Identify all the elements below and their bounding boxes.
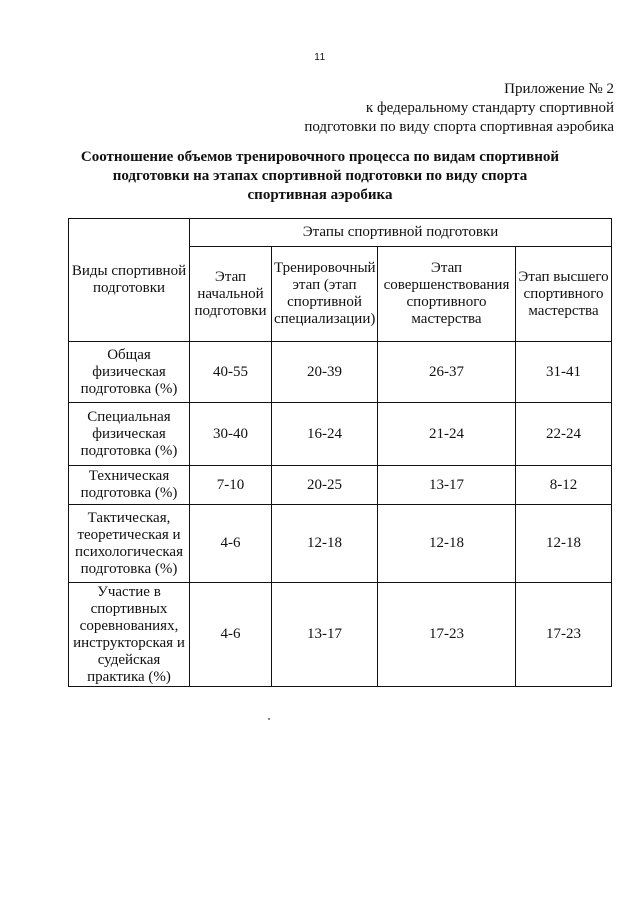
row-kind: Тактическая, теоретическая и психологическая подготовка (%) xyxy=(69,505,190,583)
cell-value: 22-24 xyxy=(516,403,612,466)
table-header-row xyxy=(69,219,612,247)
table-row xyxy=(69,466,612,505)
header-kinds: Виды спортивной подготовки xyxy=(69,219,190,342)
cell-value: 13-17 xyxy=(378,466,516,505)
row-kind: Общая физическая подготовка (%) xyxy=(69,342,190,403)
cell-value: 20-39 xyxy=(272,342,378,403)
cell-value: 31-41 xyxy=(516,342,612,403)
scan-speck xyxy=(268,718,270,720)
table-row xyxy=(69,505,612,583)
title-line-3: спортивная аэробика xyxy=(247,187,393,203)
header-stage-training: Тренировочный этап (этап спортивной специализации) xyxy=(272,247,378,342)
page-number: 11 xyxy=(314,52,326,63)
cell-value: 21-24 xyxy=(378,403,516,466)
cell-value: 13-17 xyxy=(272,583,378,687)
cell-value: 17-23 xyxy=(378,583,516,687)
cell-value: 16-24 xyxy=(272,403,378,466)
title-line-2: подготовки на этапах спортивной подготовки по виду спорта xyxy=(112,168,528,184)
table-row xyxy=(69,403,612,466)
training-ratio-table xyxy=(68,218,612,687)
table-row xyxy=(69,342,612,403)
cell-value: 12-18 xyxy=(378,505,516,583)
cell-value: 12-18 xyxy=(516,505,612,583)
appendix-line-3: подготовки по виду спорта спортивная аэробика xyxy=(304,119,614,135)
cell-value: 4-6 xyxy=(190,583,272,687)
row-kind: Техническая подготовка (%) xyxy=(69,466,190,505)
row-kind: Участие в спортивных соревнованиях, инструкторская и судейская практика (%) xyxy=(69,583,190,687)
title-line-1: Соотношение объемов тренировочного процесса по видам спортивной xyxy=(80,149,560,165)
cell-value: 30-40 xyxy=(190,403,272,466)
table-row xyxy=(69,583,612,687)
cell-value: 8-12 xyxy=(516,466,612,505)
cell-value: 20-25 xyxy=(272,466,378,505)
document-title xyxy=(60,148,580,205)
appendix-note xyxy=(234,80,614,137)
appendix-line-1: Приложение № 2 xyxy=(504,81,614,97)
cell-value: 12-18 xyxy=(272,505,378,583)
cell-value: 7-10 xyxy=(190,466,272,505)
cell-value: 17-23 xyxy=(516,583,612,687)
row-kind: Специальная физическая подготовка (%) xyxy=(69,403,190,466)
header-stage-initial: Этап начальной подготовки xyxy=(190,247,272,342)
cell-value: 40-55 xyxy=(190,342,272,403)
header-stages-group: Этапы спортивной подготовки xyxy=(190,219,612,247)
header-stage-higher-mastery: Этап высшего спортивного мастерства xyxy=(516,247,612,342)
cell-value: 26-37 xyxy=(378,342,516,403)
cell-value: 4-6 xyxy=(190,505,272,583)
header-stage-improvement: Этап совершенствования спортивного мастерства xyxy=(378,247,516,342)
appendix-line-2: к федеральному стандарту спортивной xyxy=(365,100,614,116)
